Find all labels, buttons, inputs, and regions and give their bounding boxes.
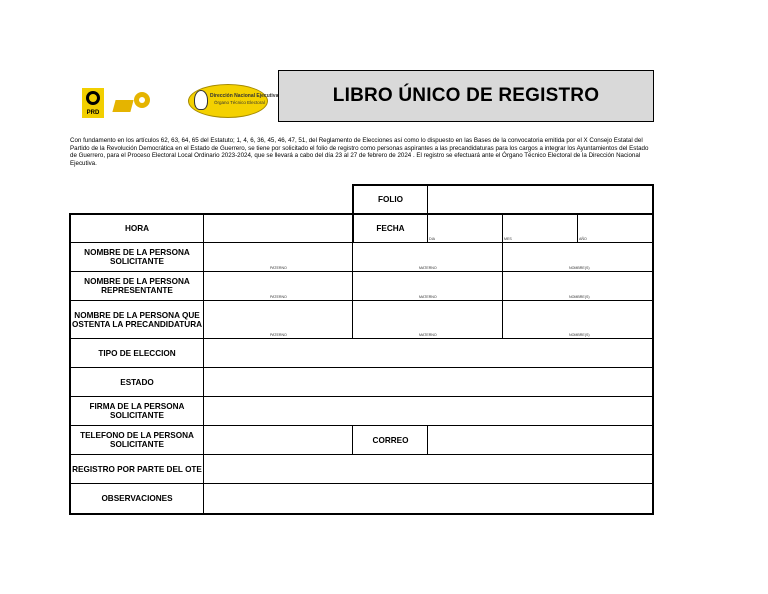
- legal-intro-text: Con fundamento en los artículos 62, 63, 64, 65 del Estatuto; 1, 4, 6, 36, 45, 46, 47, 51, del Reglamento de Elecciones así como lo dispuesto en las Bases de la convocatoria emitida por el X Consejo Estatal del Partido de la Revolución Democrática en el Estado de Guerrero, se tiene por solicitado el folio de registro como personas aspirantes a las precandidaturas para los cargos a integrar los Ayuntamientos del Estado de Guerrero, para el Proceso Electoral Local Ordinario 2023-2024, que se llevará a cabo del día 23 al 27 de febrero de 2024 . El registro se efectuará ante el Órgano Técnico Electoral de la Dirección Nacional Ejecutiva.: [70, 137, 649, 167]
- nombre-precandidatura-label: NOMBRE DE LA PERSONA QUE OSTENTA LA PRECANDIDATURA: [71, 310, 203, 329]
- prd-logo-text: PRD: [86, 110, 100, 116]
- grid-line: [502, 213, 503, 242]
- grid-line: [203, 213, 204, 514]
- folio-label: FOLIO: [377, 195, 403, 204]
- paterno-sublabel: PATERNO: [270, 333, 287, 337]
- fecha-mes-sublabel: MES: [504, 237, 512, 241]
- nombres-sublabel: NOMBRE(S): [569, 266, 590, 270]
- dne-logo-line1: Dirección Nacional Ejecutiva: [210, 93, 279, 99]
- grid-line: [69, 513, 654, 515]
- materno-sublabel: MATERNO: [419, 333, 437, 337]
- telefono-label: TELEFONO DE LA PERSONA SOLICITANTE: [80, 431, 194, 449]
- dne-logo-line2: Órgano Técnico Electoral: [214, 100, 265, 105]
- materno-sublabel: MATERNO: [419, 295, 437, 299]
- emblem-icon: [194, 90, 208, 110]
- hora-label: HORA: [124, 224, 150, 233]
- materno-sublabel: MATERNO: [419, 266, 437, 270]
- dne-logo: [188, 84, 279, 118]
- paterno-sublabel: PATERNO: [270, 295, 287, 299]
- estado-label: ESTADO: [120, 377, 154, 387]
- grid-line: [502, 242, 503, 338]
- sun-icon: [134, 92, 150, 108]
- prd-logo: [82, 88, 104, 118]
- tipo-eleccion-label: TIPO DE ELECCION: [98, 348, 176, 358]
- observaciones-label: OBSERVACIONES: [101, 494, 173, 503]
- grid-line: [427, 184, 428, 242]
- correo-label: CORREO: [372, 435, 409, 445]
- nombres-sublabel: NOMBRE(S): [569, 333, 590, 337]
- grid-line: [352, 242, 353, 338]
- paterno-sublabel: PATERNO: [270, 266, 287, 270]
- nombre-representante-label: NOMBRE DE LA PERSONA REPRESENTANTE: [84, 277, 190, 295]
- sun-icon: [86, 91, 100, 105]
- nombre-solicitante-label: NOMBRE DE LA PERSONA SOLICITANTE: [84, 248, 190, 266]
- grid-line: [577, 213, 578, 242]
- grid-line: [427, 425, 428, 454]
- sol-logo-mark: [112, 100, 133, 112]
- page-title: LIBRO ÚNICO DE REGISTRO: [278, 70, 654, 122]
- firma-label: FIRMA DE LA PERSONA SOLICITANTE: [89, 402, 185, 420]
- grid-line: [652, 184, 654, 515]
- fecha-dia-sublabel: DIA: [429, 237, 435, 241]
- fecha-label: FECHA: [376, 224, 405, 233]
- fecha-ano-sublabel: AÑO: [579, 237, 587, 241]
- grid-line: [352, 425, 353, 454]
- nombres-sublabel: NOMBRE(S): [569, 295, 590, 299]
- registro-ote-label: REGISTRO POR PARTE DEL OTE: [72, 464, 202, 474]
- sol-logo: [114, 92, 152, 114]
